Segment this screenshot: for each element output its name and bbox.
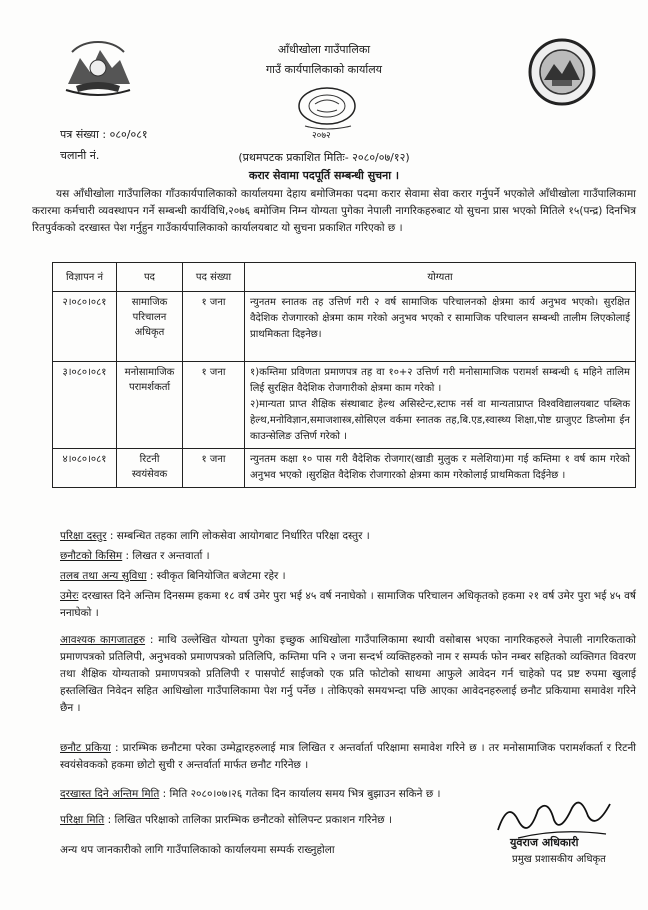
deadline-label: दरखास्त दिने अन्तिम मिति xyxy=(60,788,160,800)
post-name: मनोसामाजिक परामर्शकर्ता xyxy=(117,362,183,449)
exam-fee xyxy=(60,528,636,545)
salary-text: : स्वीकृत बिनियोजित बजेटमा रहेर । xyxy=(149,570,286,582)
post-count: १ जना xyxy=(183,449,245,488)
age-label: उमेरः xyxy=(60,590,79,602)
deadline-text: : मिति २०८०।०७।२६ गतेका दिन कार्यालय समय भित्र बुझाउन सकिने छ । xyxy=(162,788,441,800)
signatory-name: युवराज अधिकारी xyxy=(510,836,579,849)
exam-date-label: परिक्षा मिति xyxy=(60,814,105,826)
contact-note: अन्य थप जानकारीको लागि गाउँपालिकाको कार्यालयमा सम्पर्क राख्नुहोला xyxy=(60,844,335,856)
selection-type-text: : लिखत र अन्तवार्ता । xyxy=(125,550,210,562)
publish-date: (प्रथमपटक प्रकाशित मितिः- २०८०/०७/१२) xyxy=(238,151,410,164)
table-row xyxy=(53,449,636,488)
vacancy-table xyxy=(52,262,636,488)
signatory-title: प्रमुख प्रशासकीय अधिकृत xyxy=(512,854,606,865)
qualification: न्युनतम स्नातक तह उत्तिर्ण गरी २ वर्ष सामाजिक परिचालनको क्षेत्रमा कार्य अनुभव भएको। सुरक्षित वैदेशिक रोजगारको क्षेत्रमा काम गरेको अनुभव भएको र सामाजिक परिचालन सम्बन्धी तालीम लिएकोलाई प्राथमिकता दिइनेछ। xyxy=(245,292,636,362)
age-requirement xyxy=(60,588,636,622)
reference-number: पत्र संख्या : ०८०/०८१ xyxy=(60,128,148,141)
selection-process xyxy=(60,740,636,774)
office-name: गाउँ कार्यपालिकाको कार्यालय xyxy=(265,63,383,76)
official-stamp xyxy=(285,82,370,134)
process-text: : प्रारम्भिक छनौटमा परेका उम्मेद्वारहरुलाई मात्र लिखित र अन्तर्वार्ता परिक्षामा समावेश गरिने छ । तर मनोसामाजिक परामर्शकर्ता र रिटनी स्वयंसेवकको हकमा छोटो सुची र अन्तर्वार्ता मार्फत छनौट गरिनेछ । xyxy=(60,742,636,771)
column-header: योग्यता xyxy=(245,263,636,292)
post-count: १ जना xyxy=(183,292,245,362)
advertisement-number: ३।०८०।०८१ xyxy=(53,362,117,449)
advertisement-number: २।०८०।०८१ xyxy=(53,292,117,362)
notice-subject: करार सेवामा पदपूर्ति सम्बन्धी सुचना । xyxy=(248,169,400,182)
qualification xyxy=(245,362,636,449)
qualification-part-2: २)मान्यता प्राप्त शैक्षिक संस्थाबाट हेल्थ असिस्टेन्ट,स्टाफ नर्स वा मान्यताप्राप्त विश्वविद्यालयबाट पब्लिक हेल्थ,मनोविज्ञान,समाजशास्त्र,सोसिएल वर्कमा स्नातक तह,बि.एड,स्वास्थ्य शिक्षा,पोष्ट ग्राजुएट डिप्लोमा ईन काउन्सेलिङ उत्तिर्ण गरेको । xyxy=(250,399,630,442)
required-documents xyxy=(60,632,636,717)
exam-date xyxy=(60,812,480,829)
process-label: छनौट प्रकिया xyxy=(60,742,111,754)
column-header: पद संख्या xyxy=(183,263,245,292)
post-name: सामाजिक परिचालन अधिकृत xyxy=(117,292,183,362)
dispatch-number: चलानी नं. xyxy=(60,149,100,162)
column-header: विज्ञापन नं xyxy=(53,263,117,292)
exam-fee-label: परिक्षा दस्तुर xyxy=(60,530,107,542)
intro-paragraph: यस आँधीखोला गाउँपालिका गाँउकार्यपालिकाको कार्यालयमा देहाय बमोजिमका पदमा करार सेवामा सेवा करार गर्नुपर्ने भएकोले आँधीखोला गाउँपालिकामा करारमा कर्मचारी व्यवस्थापन गर्ने सम्बन्धी कार्यविधि,२०७६ बमोजिम निम्न योग्यता पुगेका नेपाली नागरिकहरुबाट यो सुचना प्रास भएको मितिले १५(पन्द्र) दिनभित्र रितपुर्वकको दरखास्त पेश गर्नुहुन गाउँकार्यपालिकाको कार्यालयबाट यो सुचना प्रकाशित गरिएको छ । xyxy=(32,188,636,234)
qualification-part-1: १)कम्तिमा प्रविणता प्रमाणपत्र तह वा १०+२ उत्तिर्ण गरी मनोसामाजिक परामर्श सम्बन्धी ६ महिने तालिम लिई सुरक्षित वैदेशिक रोजगारीको क्षेत्रमा काम गरेको । xyxy=(250,367,630,394)
salary-facility xyxy=(60,568,636,585)
salary-label: तलब तथा अन्य सुविधा xyxy=(60,570,147,582)
column-header: पद xyxy=(117,263,183,292)
table-row xyxy=(53,292,636,362)
exam-date-text: : लिखित परिक्षाको तालिका प्रारम्भिक छनौटको सोलिपन्ट प्रकाशन गरिनेछ । xyxy=(107,814,392,826)
post-name: रिटनी स्वयंसेवक xyxy=(117,449,183,488)
documents-label: आवश्यक कागजातहरु xyxy=(60,634,146,646)
exam-fee-text: : सम्बन्धित तहका लागि लोकसेवा आयोगबाट निर्धारित परिक्षा दस्तुर । xyxy=(109,530,370,542)
municipality-name: आँधीखोला गाउँपालिका xyxy=(277,43,371,56)
application-deadline xyxy=(60,786,500,803)
stamp-number: २०७२ xyxy=(312,131,331,141)
table-row xyxy=(53,362,636,449)
post-count: १ जना xyxy=(183,362,245,449)
qualification: न्युनतम कक्षा १० पास गरी वैदेशिक रोजगार(खाडी मुलुक र मलेशिया)मा गई कम्तिमा १ वर्ष काम गरेको अनुभव भएको ।सुरक्षित वैदेशिक रोजगारको क्षेत्रमा काम गरेकोलाई प्राथमिकता दिईनेछ । xyxy=(245,449,636,488)
selection-type-label: छनौटको किसिम xyxy=(60,550,123,562)
selection-type xyxy=(60,548,636,565)
documents-text: : माथि उल्लेखित योग्यता पुगेका इच्छुक आधिखोला गाउँपालिकामा स्थायी वसोबास भएका नागरिकहरुले नेपाली नागरिकताको प्रमाणपत्रको प्रतिलिपी, अनुभवको प्रमाणपत्रको प्रतिलिपि, कम्तिमा पनि २ जना सन्दर्भ व्यक्तिहरुको नाम र सम्पर्क फोन नम्बर सहितको व्यक्तिगत विवरण तथा शैक्षिक योग्यताको प्रमाणपत्रको प्रतिलिपी र पासपोर्ट साईजको एक प्रति फोटोको साथमा आफुले आवेदन गर्न चाहेको पद प्रष्ट रुपमा खुलाई हस्तलिखित निवेदन सहित आधिखोला गाउँपालिकामा पेश गर्नु पर्नेछ । तोकिएको समयभन्दा पछि आएका आवेदनहरुलाई छनौट प्रकियामा समावेश गरिने छैन । xyxy=(60,634,637,714)
table-header-row xyxy=(53,263,636,292)
advertisement-number: ४।०८०।०८१ xyxy=(53,449,117,488)
age-text: दरखास्त दिने अन्तिम दिनसम्म हकमा १८ वर्ष उमेर पुरा भई ४५ वर्ष ननाघेको । सामाजिक परिचालन अधिकृतको हकमा २१ वर्ष उमेर पुरा भई ४५ वर्ष ननाघेको । xyxy=(60,590,636,619)
